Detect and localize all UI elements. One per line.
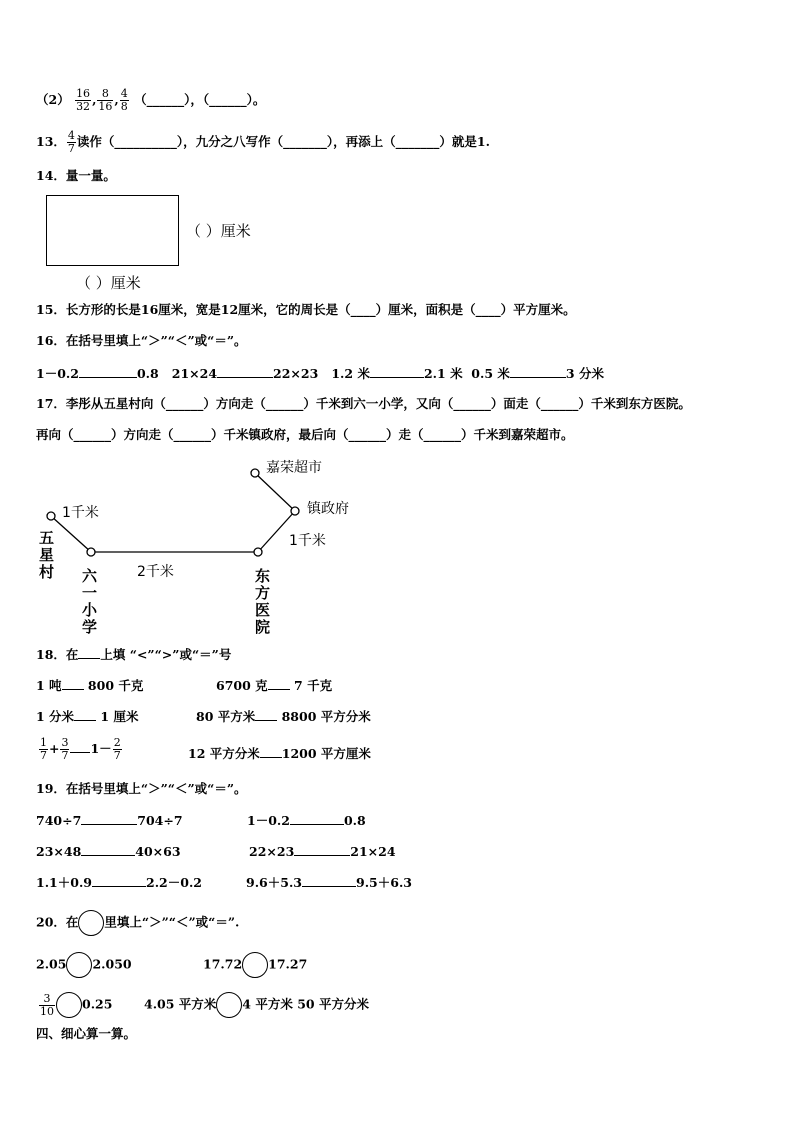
q19-row3-b: 9.6＋5.3 9.5＋6.3 — [246, 875, 412, 890]
q19-row1-b: 1－0.2 0.8 — [247, 813, 366, 828]
answer-blank[interactable] — [255, 708, 277, 721]
q18-row3-a: $\frac{1}{7}$ + $\frac{3}{7}$ 1－ $\frac{2}{7}$ — [40, 736, 121, 762]
route-map — [0, 450, 794, 640]
fraction-4-7: $\frac{4}{7}$ — [67, 129, 75, 155]
answer-circle[interactable] — [216, 992, 242, 1018]
answer-blank[interactable]: （______）， — [134, 92, 203, 107]
village-vertical-label — [39, 529, 54, 581]
svg-text:东: 东 — [255, 567, 271, 585]
q19-row3-a: 1.1＋0.9 2.2－0.2 — [36, 875, 202, 890]
fraction-8-16: $\frac{8}{16}$ — [98, 87, 113, 113]
hospital-vertical-label — [255, 567, 270, 636]
circle-sample — [78, 910, 104, 936]
answer-blank[interactable] — [70, 740, 90, 753]
svg-text:星: 星 — [39, 546, 55, 564]
q20-row1-a: 2.05 2.050 — [36, 952, 132, 978]
fraction-3-7: $\frac{3}{7}$ — [61, 736, 69, 762]
answer-blank[interactable] — [92, 874, 146, 887]
question-20-title: 20．在 里填上“＞”“＜”或“＝”. — [36, 910, 239, 936]
answer-blank[interactable] — [81, 843, 135, 856]
measure-rectangle — [46, 195, 179, 266]
supermarket-label: 嘉荣超市 — [266, 460, 322, 476]
route-gov-supermarket — [255, 473, 295, 511]
answer-blank[interactable] — [217, 365, 273, 378]
fraction-1-7: $\frac{1}{7}$ — [40, 736, 47, 762]
svg-text:一: 一 — [82, 584, 98, 602]
answer-circle[interactable] — [56, 992, 82, 1018]
q18-row3-b: 12 平方分米 1200 平方厘米 — [188, 746, 371, 761]
svg-text:村: 村 — [39, 563, 55, 581]
section-4-title: 四、细心算一算。 — [36, 1026, 137, 1041]
q18-row2-a: 1 分米 1 厘米 — [36, 709, 139, 724]
fraction-2-7: $\frac{2}{7}$ — [113, 736, 121, 762]
answer-blank[interactable] — [294, 843, 350, 856]
height-answer-label[interactable]: （ ）厘米 — [76, 274, 141, 292]
question-16-title: 16．在括号里填上“＞”“＜”或“＝”。 — [36, 333, 247, 348]
svg-text:学: 学 — [82, 618, 98, 636]
fraction-3-10: $\frac{3}{10}$ — [40, 991, 54, 1018]
svg-text:六: 六 — [82, 567, 98, 585]
answer-circle[interactable] — [242, 952, 268, 978]
blank-sample — [78, 646, 100, 659]
dist-school-hospital-label: 2千米 — [137, 564, 174, 580]
width-answer-label[interactable]: （ ）厘米 — [186, 222, 251, 240]
question-18-title: 18．在 上填 “<”“>”或“＝”号 — [36, 647, 232, 662]
q20-row2-b: 4.05 平方米 4 平方米 50 平方分米 — [144, 992, 369, 1018]
fraction-4-8: $\frac{4}{8}$ — [120, 87, 128, 113]
village-point — [47, 512, 55, 520]
q18-row1-b: 6700 克 7 千克 — [216, 678, 333, 693]
question-14-title: 14．量一量。 — [36, 168, 116, 183]
svg-text:五: 五 — [39, 529, 55, 547]
school-vertical-label — [82, 567, 98, 636]
answer-blank[interactable] — [62, 677, 84, 690]
answer-blank[interactable]: （______）。 — [202, 92, 266, 107]
question-17-line2: 再向（______）方向走（______）千米镇政府，最后向（______）走（______）千米到嘉荣超市。 — [36, 427, 574, 442]
supermarket-point — [251, 469, 259, 477]
answer-blank[interactable] — [268, 677, 290, 690]
q19-row2-a: 23×48 40×63 — [36, 844, 181, 859]
gov-point — [291, 507, 299, 515]
gov-label: 镇政府 — [307, 501, 349, 517]
dist-hospital-gov-label: 1千米 — [289, 533, 326, 549]
question-13: 13． $\frac{4}{7}$ 读作（__________），九分之八写作（_______），再添上（_______）就是1. — [36, 129, 490, 155]
answer-circle[interactable] — [66, 952, 92, 978]
answer-blank[interactable] — [370, 365, 424, 378]
answer-blank[interactable] — [74, 708, 96, 721]
q18-row1-a: 1 吨 800 千克 — [36, 678, 144, 693]
school-point — [87, 548, 95, 556]
question-17-line1: 17．李彤从五星村向（______）方向走（______）千米到六一小学，又向（______）面走（______）千米到东方医院。 — [36, 396, 691, 411]
answer-blank[interactable] — [510, 365, 566, 378]
svg-text:医: 医 — [255, 601, 271, 619]
svg-text:小: 小 — [82, 601, 98, 619]
answer-blank[interactable] — [260, 745, 282, 758]
q18-row2-b: 80 平方米 8800 平方分米 — [196, 709, 371, 724]
question-15: 15．长方形的长是16厘米，宽是12厘米，它的周长是（____）厘米，面积是（____）平方厘米。 — [36, 302, 576, 317]
fraction-16-32: $\frac{16}{32}$ — [76, 87, 91, 113]
q20-row1-b: 17.72 17.27 — [203, 952, 307, 978]
q19-row1-a: 740÷7 704÷7 — [36, 813, 183, 828]
hospital-point — [254, 548, 262, 556]
answer-blank[interactable] — [81, 812, 137, 825]
answer-blank[interactable] — [290, 812, 344, 825]
answer-blank[interactable] — [79, 365, 137, 378]
answer-blank[interactable] — [302, 874, 356, 887]
svg-text:方: 方 — [255, 584, 271, 602]
question-19-title: 19．在括号里填上“＞”“＜”或“＝”。 — [36, 781, 247, 796]
dist-village-label: 1千米 — [62, 505, 99, 521]
q20-row2-a: $\frac{3}{10}$ 0.25 — [40, 991, 113, 1018]
route-village-school — [51, 516, 91, 552]
q12-part2: （2） $\frac{16}{32}$ , $\frac{8}{16}$ , $\frac{4}{8}$ （______），（______）。 — [36, 87, 266, 113]
q19-row2-b: 22×23 21×24 — [249, 844, 396, 859]
svg-text:院: 院 — [255, 618, 271, 636]
question-16-row: 1－0.2 0.8 21×24 22×23 1.2 米 2.1 米 0.5 米 3 分米 — [36, 366, 604, 381]
